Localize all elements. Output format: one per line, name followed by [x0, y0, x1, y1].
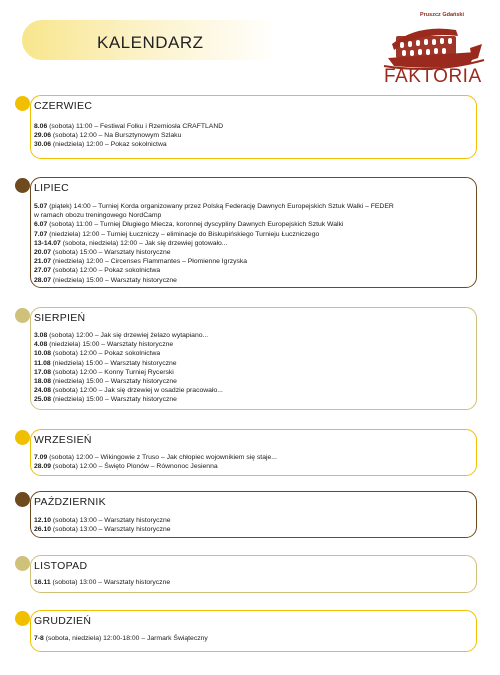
event-item: [34, 266, 469, 275]
event-text: (sobota) 12:00 – Jak się drzewiej żelazo wytapiano...: [49, 332, 209, 339]
month-title: CZERWIEC: [34, 100, 93, 112]
event-date: 18.08: [34, 378, 52, 386]
event-date: 7.07: [34, 230, 48, 238]
page-title: KALENDARZ: [97, 33, 204, 52]
event-item: [34, 211, 469, 220]
event-date: 7.09: [34, 454, 48, 461]
event-text: (piątek) 14:00 – Turniej Korda organizowany przez Polską Federację Dawnych Europejskich Sztuk Walki – FEDER: [49, 203, 394, 210]
month-title: WRZESIEŃ: [34, 434, 92, 446]
event-text: (sobota) 13:00 – Warsztaty historyczne: [52, 526, 171, 534]
event-text: (sobota) 15:00 – Warsztaty historyczne: [52, 249, 171, 257]
event-item: [34, 230, 469, 239]
event-date: 4.08: [34, 341, 48, 349]
event-date: 28.07: [34, 276, 52, 284]
event-item: [34, 340, 469, 349]
event-date: 5.07: [34, 203, 48, 210]
event-text: (sobota) 13:00 – Warsztaty historyczne: [52, 517, 171, 524]
event-item: [34, 453, 469, 462]
event-list: [34, 331, 469, 405]
event-item: [34, 578, 469, 587]
event-list: [34, 578, 469, 587]
header-banner: [22, 20, 387, 60]
event-item: [34, 462, 469, 471]
bullet-dot-icon: [15, 556, 30, 571]
event-list: [34, 634, 469, 643]
bullet-dot-icon: [15, 430, 30, 445]
event-text: (sobota) 11:00 – Festiwal Folku i Rzemiosła CRAFTLAND: [49, 123, 224, 130]
event-text: (sobota) 12:00 – Pokaz sokolnictwa: [52, 350, 161, 358]
event-item: [34, 395, 469, 404]
event-date: 30.06: [34, 141, 52, 149]
month-frame: [30, 555, 477, 593]
event-item: [34, 239, 469, 248]
event-text: (niedziela) 12:00 – Pokaz sokolnictwa: [52, 141, 167, 149]
event-text: (niedziela) 12:00 – Turniej Łuczniczy – eliminacje do Biskupińskiego Turnieju Łuczniczego: [49, 230, 320, 238]
event-text: (sobota) 12:00 – Na Bursztynowym Szlaku: [52, 132, 182, 140]
event-item: [34, 525, 469, 534]
event-date: 3.08: [34, 332, 48, 339]
event-item: [34, 131, 469, 140]
event-text: (sobota) 12:00 – Pokaz sokolnictwa: [52, 267, 161, 275]
event-text: (niedziela) 15:00 – Warsztaty historyczne: [52, 359, 177, 367]
event-text: (sobota, niedziela) 12:00 – Jak się drzewiej gotowało...: [62, 239, 228, 247]
month-section-pazdziernik: [22, 496, 477, 539]
event-date: 8.06: [34, 123, 48, 130]
event-date: 27.07: [34, 267, 52, 275]
event-item: [34, 368, 469, 377]
event-text: (niedziela) 12:00 – Circenses Flammantes – Płomienne Igrzyska: [52, 258, 248, 266]
event-list: [34, 122, 469, 150]
event-date: 28.09: [34, 463, 52, 471]
month-section-sierpien: [22, 312, 477, 412]
event-text: (sobota, niedziela) 12:00-18:00 – Jarmark Świąteczny: [45, 635, 208, 642]
event-item: [34, 377, 469, 386]
event-date: 20.07: [34, 249, 52, 257]
event-item: [34, 220, 469, 229]
month-frame: [30, 610, 477, 652]
event-date: 7-8: [34, 635, 44, 642]
event-date: 13-14.07: [34, 239, 61, 247]
event-list: [34, 202, 469, 285]
event-text: (niedziela) 15:00 – Warsztaty historyczne: [52, 396, 177, 404]
month-section-czerwiec: [22, 100, 477, 165]
event-date: 25.08: [34, 396, 52, 404]
event-text: (sobota) 11:00 – Turniej Długiego Miecza, koronnej dyscypliny Dawnych Europejskich Sztuk Walki: [49, 221, 344, 229]
event-date: 12.10: [34, 517, 52, 524]
event-item: [34, 202, 469, 211]
month-title: LISTOPAD: [34, 560, 88, 572]
event-list: [34, 516, 469, 534]
month-section-listopad: [22, 560, 477, 593]
month-section-wrzesien: [22, 434, 477, 477]
event-item: [34, 331, 469, 340]
logo-subtitle: Pruszcz Gdański: [420, 12, 465, 18]
bullet-dot-icon: [15, 308, 30, 323]
event-item: [34, 257, 469, 266]
bullet-dot-icon: [15, 96, 30, 111]
event-item: [34, 349, 469, 358]
event-date: 24.08: [34, 387, 52, 395]
event-list: [34, 453, 469, 471]
event-item: [34, 122, 469, 131]
month-title: SIERPIEŃ: [34, 312, 86, 324]
event-item: [34, 516, 469, 525]
month-title: PAŹDZIERNIK: [34, 496, 106, 508]
event-text: (niedziela) 15:00 – Warsztaty historyczne: [52, 276, 177, 284]
event-item: [34, 634, 469, 643]
event-date: 10.08: [34, 350, 52, 358]
month-title: GRUDZIEŃ: [34, 615, 92, 627]
event-text: (sobota) 13:00 – Warsztaty historyczne: [52, 579, 171, 586]
event-text: w ramach obozu treningowego NordCamp: [34, 212, 162, 220]
event-text: (sobota) 12:00 – Wikingowie z Truso – Jak chłopiec wojownikiem się staje...: [49, 454, 277, 461]
logo-name: FAKTORIA: [384, 66, 482, 87]
event-date: 29.06: [34, 132, 52, 140]
event-date: 6.07: [34, 221, 48, 229]
event-date: 11.08: [34, 359, 51, 367]
event-date: 26.10: [34, 526, 52, 534]
bullet-dot-icon: [15, 492, 30, 507]
event-item: [34, 359, 469, 368]
event-date: 17.08: [34, 368, 52, 376]
event-item: [34, 276, 469, 285]
event-item: [34, 140, 469, 149]
event-text: (sobota) 12:00 – Jak się drzewiej w osadzie pracowało...: [52, 387, 223, 395]
month-section-lipiec: [22, 182, 477, 291]
event-date: 21.07: [34, 258, 52, 266]
event-item: [34, 248, 469, 257]
event-date: 16.11: [34, 579, 51, 586]
event-text: (niedziela) 15:00 – Warsztaty historyczne: [49, 341, 174, 349]
event-text: (sobota) 12:00 – Konny Turniej Rycerski: [52, 368, 174, 376]
month-section-grudzien: [22, 615, 477, 654]
month-title: LIPIEC: [34, 182, 70, 194]
bullet-dot-icon: [15, 611, 30, 626]
event-text: (sobota) 12:00 – Święto Plonów – Równonoc Jesienna: [52, 463, 218, 471]
bullet-dot-icon: [15, 178, 30, 193]
event-text: (niedziela) 15:00 – Warsztaty historyczne: [52, 378, 177, 386]
event-item: [34, 386, 469, 395]
